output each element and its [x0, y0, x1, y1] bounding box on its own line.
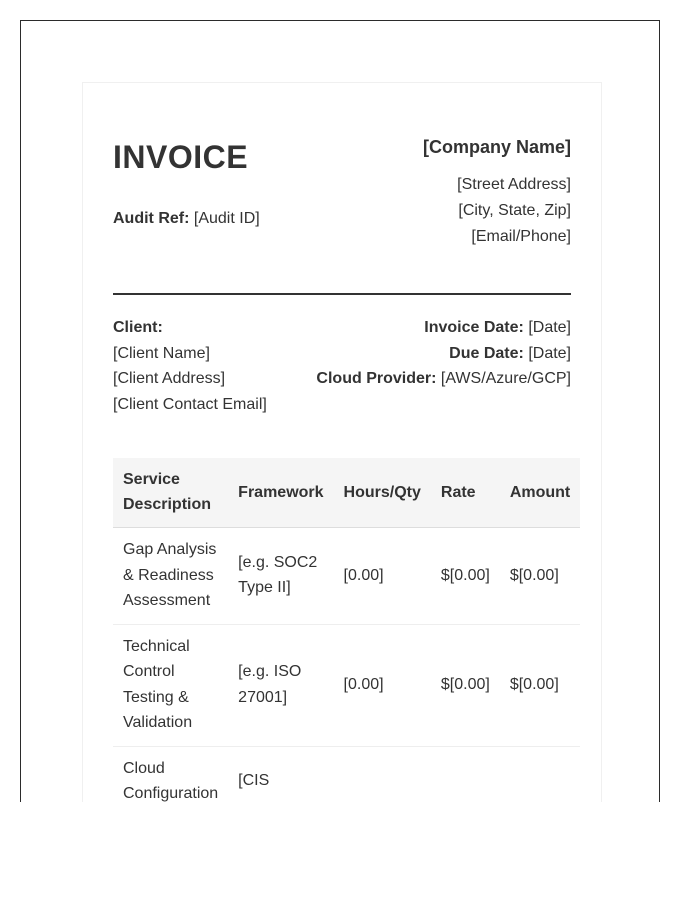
client-name: [Client Name]	[113, 344, 210, 362]
row-rate	[431, 746, 500, 802]
header-hours-qty: Hours/Qty	[334, 458, 431, 528]
audit-ref-label: Audit Ref:	[113, 210, 190, 227]
document-frame	[20, 20, 660, 802]
cloud-provider-value: [AWS/Azure/GCP]	[440, 370, 571, 388]
cloud-provider	[316, 366, 571, 392]
audit-ref	[113, 210, 260, 228]
invoice-meta	[316, 315, 571, 392]
row-description: Technical Control Testing & Validation	[113, 624, 228, 746]
row-rate: $[0.00]	[431, 624, 500, 746]
table-row	[113, 528, 580, 625]
invoice-sheet	[82, 82, 602, 802]
audit-ref-value: [Audit ID]	[193, 210, 260, 227]
cloud-provider-label: Cloud Provider:	[316, 370, 437, 388]
line-items-table	[113, 458, 580, 802]
due-date	[316, 341, 571, 367]
row-hours: [0.00]	[334, 624, 431, 746]
row-amount	[500, 746, 580, 802]
row-description: Cloud Configuration	[113, 746, 228, 802]
header-divider	[113, 293, 571, 295]
table-header-row	[113, 458, 580, 528]
company-street: [Street Address]	[457, 176, 571, 193]
row-rate: $[0.00]	[431, 528, 500, 625]
table-row	[113, 746, 580, 802]
row-hours: [0.00]	[334, 528, 431, 625]
invoice-date	[316, 315, 571, 341]
header-service-description: Service Description	[113, 458, 228, 528]
client-address: [Client Address]	[113, 370, 226, 388]
row-framework: [CIS	[228, 746, 333, 802]
company-block	[423, 136, 571, 250]
invoice-date-value: [Date]	[528, 319, 571, 336]
table-row	[113, 624, 580, 746]
due-date-label: Due Date:	[449, 344, 524, 362]
due-date-value: [Date]	[528, 344, 571, 362]
header-framework: Framework	[228, 458, 333, 528]
header-amount: Amount	[500, 458, 580, 528]
row-amount: $[0.00]	[500, 624, 580, 746]
client-email: [Client Contact Email]	[113, 396, 267, 414]
client-label: Client:	[113, 319, 163, 336]
client-block	[113, 315, 267, 418]
row-description: Gap Analysis & Readiness Assessment	[113, 528, 228, 625]
header-rate: Rate	[431, 458, 500, 528]
row-framework: [e.g. SOC2 Type II]	[228, 528, 333, 625]
row-amount: $[0.00]	[500, 528, 580, 625]
invoice-date-label: Invoice Date:	[424, 319, 524, 336]
invoice-title: INVOICE	[113, 139, 249, 175]
company-name: [Company Name]	[422, 137, 571, 157]
company-city: [City, State, Zip]	[458, 202, 571, 219]
row-framework: [e.g. ISO 27001]	[228, 624, 333, 746]
company-contact: [Email/Phone]	[471, 228, 571, 245]
row-hours	[334, 746, 431, 802]
